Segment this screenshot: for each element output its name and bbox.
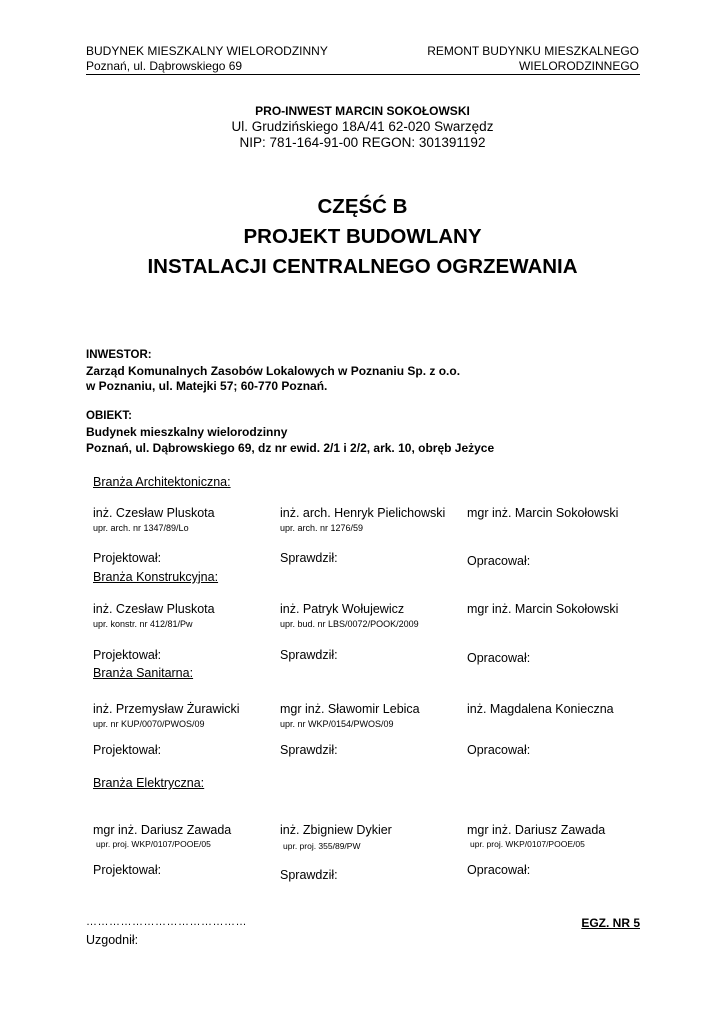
role-checked: Sprawdził: — [280, 743, 338, 757]
person-name: mgr inż. Sławomir Lebica — [280, 702, 420, 716]
role-prepared: Opracował: — [467, 651, 531, 665]
header-investment-name: BUDYNEK MIESZKALNY WIELORODZINNY — [86, 44, 328, 58]
role-checked: Sprawdził: — [280, 551, 338, 565]
company-address: Ul. Grudzińskiego 18A/41 62-020 Swarzędz — [231, 119, 494, 134]
company-ids: NIP: 781-164-91-00 REGON: 301391192 — [239, 135, 486, 150]
person-name: mgr inż. Dariusz Zawada — [467, 823, 606, 837]
role-designed: Projektował: — [93, 743, 162, 757]
person-license: upr. arch. nr 1347/89/Lo — [93, 523, 189, 533]
person-license: upr. nr WKP/0154/PWOS/09 — [280, 719, 394, 729]
person-license: upr. proj. WKP/0107/POOE/05 — [470, 839, 585, 849]
person-name: inż. arch. Henryk Pielichowski — [280, 506, 446, 520]
person-name: mgr inż. Marcin Sokołowski — [467, 602, 619, 616]
investor-label: INWESTOR: — [86, 349, 152, 361]
header-scope-line2: WIELORODZINNEGO — [518, 59, 639, 73]
role-prepared: Opracował: — [467, 743, 531, 757]
person-license: upr. arch. nr 1276/59 — [280, 523, 364, 533]
role-prepared: Opracował: — [467, 863, 531, 877]
person-license: upr. nr KUP/0070/PWOS/09 — [93, 719, 205, 729]
object-address: Poznań, ul. Dąbrowskiego 69, dz nr ewid. 2/1 i 2/2, ark. 10, obręb Jeżyce — [86, 441, 495, 455]
signature-dotted-line: …………………………………… — [86, 916, 247, 928]
role-prepared: Opracował: — [467, 554, 531, 568]
copy-number: EGZ. NR 5 — [581, 916, 640, 930]
approved-label: Uzgodnił: — [86, 933, 139, 947]
branch-title-architecture: Branża Architektoniczna: — [93, 475, 231, 489]
person-license: upr. konstr. nr 412/81/Pw — [93, 619, 193, 629]
header-rule — [86, 74, 640, 75]
title-project: PROJEKT BUDOWLANY — [243, 225, 482, 248]
role-designed: Projektował: — [93, 648, 162, 662]
object-type: Budynek mieszkalny wielorodzinny — [86, 425, 288, 439]
branch-title-construction: Branża Konstrukcyjna: — [93, 570, 219, 584]
object-label: OBIEKT: — [86, 410, 132, 422]
branch-title-sanitary: Branża Sanitarna: — [93, 666, 194, 680]
branch-title-electrical: Branża Elektryczna: — [93, 776, 205, 790]
person-name: mgr inż. Marcin Sokołowski — [467, 506, 619, 520]
role-designed: Projektował: — [93, 863, 162, 877]
person-name: inż. Patryk Wołujewicz — [280, 602, 405, 616]
title-part: CZĘŚĆ B — [317, 195, 408, 218]
role-designed: Projektował: — [93, 551, 162, 565]
person-name: inż. Przemysław Żurawicki — [93, 702, 240, 716]
person-name: inż. Zbigniew Dykier — [280, 823, 392, 837]
header-investment-address: Poznań, ul. Dąbrowskiego 69 — [86, 59, 243, 73]
role-checked: Sprawdził: — [280, 648, 338, 662]
investor-address: w Poznaniu, ul. Matejki 57; 60-770 Poznań. — [86, 379, 328, 393]
person-name: inż. Czesław Pluskota — [93, 506, 215, 520]
investor-name: Zarząd Komunalnych Zasobów Lokalowych w Poznaniu Sp. z o.o. — [86, 364, 461, 378]
company-name: PRO-INWEST MARCIN SOKOŁOWSKI — [255, 104, 470, 118]
person-name: inż. Czesław Pluskota — [93, 602, 215, 616]
role-checked: Sprawdził: — [280, 868, 338, 882]
header-scope-line1: REMONT BUDYNKU MIESZKALNEGO — [427, 44, 639, 58]
person-license: upr. proj. WKP/0107/POOE/05 — [96, 839, 211, 849]
person-name: inż. Magdalena Konieczna — [467, 702, 614, 716]
person-name: mgr inż. Dariusz Zawada — [93, 823, 232, 837]
person-license: upr. proj. 355/89/PW — [283, 841, 361, 851]
title-installation: INSTALACJI CENTRALNEGO OGRZEWANIA — [147, 255, 578, 278]
person-license: upr. bud. nr LBS/0072/POOK/2009 — [280, 619, 419, 629]
